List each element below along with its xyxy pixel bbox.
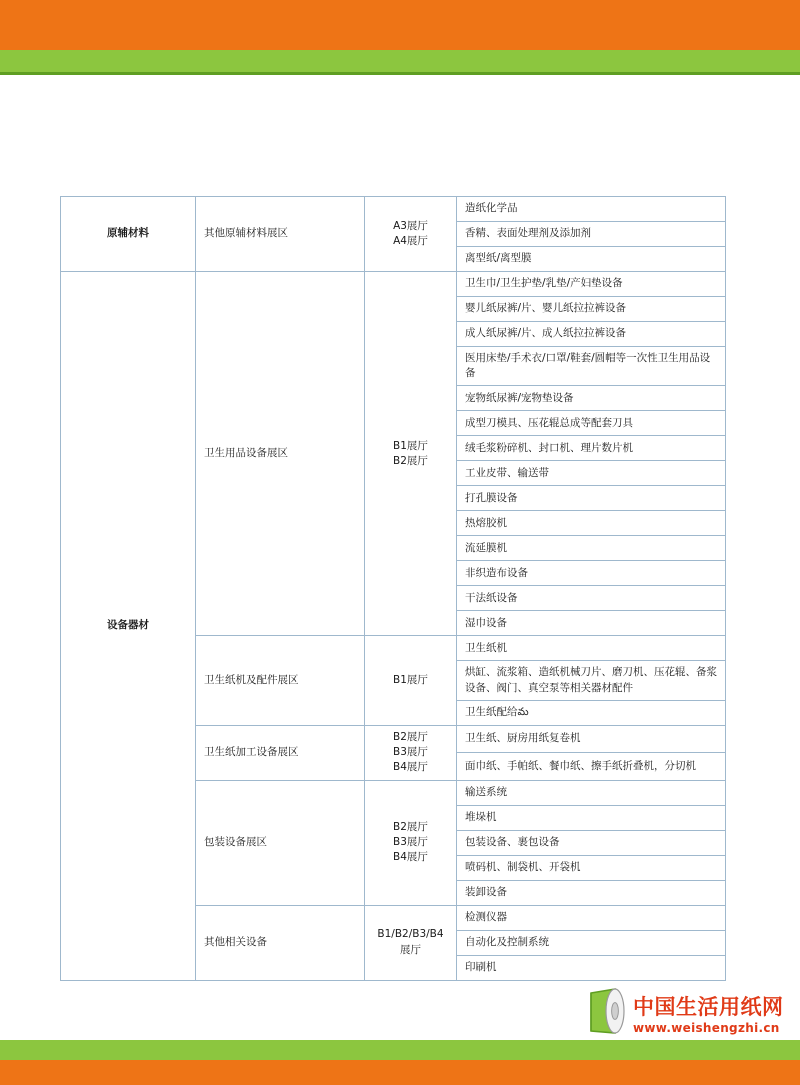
- item-cell: 卫生纸机: [457, 636, 726, 661]
- item-cell: 湿巾设备: [457, 611, 726, 636]
- item-cell: 造纸化学品: [457, 197, 726, 222]
- item-cell: 包装设备、裹包设备: [457, 830, 726, 855]
- item-cell: 堆垛机: [457, 805, 726, 830]
- hall-label: B1展厅: [393, 439, 428, 452]
- hall-label: B2展厅: [393, 820, 428, 833]
- category-cell: 原辅材料: [61, 197, 196, 272]
- item-cell: 热熔胶机: [457, 511, 726, 536]
- zone-cell: 卫生纸机及配件展区: [196, 636, 365, 725]
- site-logo[interactable]: [585, 985, 784, 1047]
- item-cell: 卫生巾/卫生护垫/乳垫/产妇垫设备: [457, 272, 726, 297]
- top-orange-banner: [0, 0, 800, 50]
- paper-roll-icon: [585, 987, 629, 1037]
- item-cell: 婴儿纸尿裤/片、婴儿纸拉拉裤设备: [457, 297, 726, 322]
- item-cell: 面巾纸、手帕纸、餐巾纸、擦手纸折叠机，分切机: [457, 753, 726, 780]
- item-cell: 绒毛浆粉碎机、封口机、理片数片机: [457, 436, 726, 461]
- item-cell: 干法纸设备: [457, 586, 726, 611]
- hall-label: B3展厅: [393, 746, 428, 759]
- hall-label: A4展厅: [393, 235, 428, 247]
- hall-label: B2展厅: [393, 730, 428, 743]
- bottom-green-banner: [0, 1040, 800, 1060]
- hall-cell: [365, 905, 457, 980]
- hall-label: 展厅: [400, 943, 421, 956]
- item-cell: 烘缸、流浆箱、造纸机械刀片、磨刀机、压花辊、备浆设备、阀门、真空泵等相关器材配件: [457, 661, 726, 700]
- zone-cell: 其他原辅材料展区: [196, 197, 365, 272]
- item-cell: 非织造布设备: [457, 561, 726, 586]
- hall-label: B3展厅: [393, 835, 428, 848]
- category-cell: 设备器材: [61, 272, 196, 981]
- hall-cell: [365, 636, 457, 725]
- item-cell: 卫生纸、厨房用纸复卷机: [457, 725, 726, 752]
- item-cell: 医用床垫/手术衣/口罩/鞋套/圆帽等一次性卫生用品设备: [457, 347, 726, 386]
- table-row: [61, 272, 726, 297]
- hall-cell: [365, 780, 457, 905]
- item-cell: 工业皮带、输送带: [457, 461, 726, 486]
- item-cell: 离型纸/离型膜: [457, 247, 726, 272]
- item-cell: 检测仪器: [457, 905, 726, 930]
- item-cell: 卫生纸配给మ: [457, 700, 726, 725]
- item-cell: 打孔膜设备: [457, 486, 726, 511]
- hall-label: B1/B2/B3/B4: [377, 928, 444, 941]
- hall-label: B4展厅: [393, 851, 428, 864]
- item-cell: 成型刀模具、压花辊总成等配套刀具: [457, 411, 726, 436]
- zone-cell: 卫生用品设备展区: [196, 272, 365, 636]
- exhibition-zone-table: [60, 196, 726, 981]
- top-green-divider: [0, 72, 800, 75]
- hall-label: B2展厅: [393, 454, 428, 467]
- hall-label: B4展厅: [393, 761, 428, 774]
- item-cell: 宠物纸尿裤/宠物垫设备: [457, 386, 726, 411]
- zone-cell: 卫生纸加工设备展区: [196, 725, 365, 780]
- bottom-orange-banner: [0, 1060, 800, 1085]
- item-cell: 喷码机、制袋机、开袋机: [457, 855, 726, 880]
- logo-title: 中国生活用纸网: [633, 995, 784, 1019]
- item-cell: 输送系统: [457, 780, 726, 805]
- table-row: [61, 197, 726, 222]
- item-cell: 香精、表面处理剂及添加剂: [457, 222, 726, 247]
- hall-cell: [365, 725, 457, 780]
- item-cell: 装卸设备: [457, 880, 726, 905]
- hall-label: A3展厅: [393, 219, 428, 232]
- hall-cell: [365, 272, 457, 636]
- hall-label: B1展厅: [393, 674, 428, 687]
- zone-cell: 其他相关设备: [196, 905, 365, 980]
- item-cell: 自动化及控制系统: [457, 930, 726, 955]
- item-cell: 成人纸尿裤/片、成人纸拉拉裤设备: [457, 322, 726, 347]
- logo-url: www.weishengzhi.cn: [633, 1021, 780, 1035]
- top-green-banner: [0, 50, 800, 72]
- hall-cell: [365, 197, 457, 272]
- item-cell: 流延膜机: [457, 536, 726, 561]
- item-cell: 印刷机: [457, 955, 726, 980]
- zone-cell: 包装设备展区: [196, 780, 365, 905]
- zone-table: [60, 196, 726, 981]
